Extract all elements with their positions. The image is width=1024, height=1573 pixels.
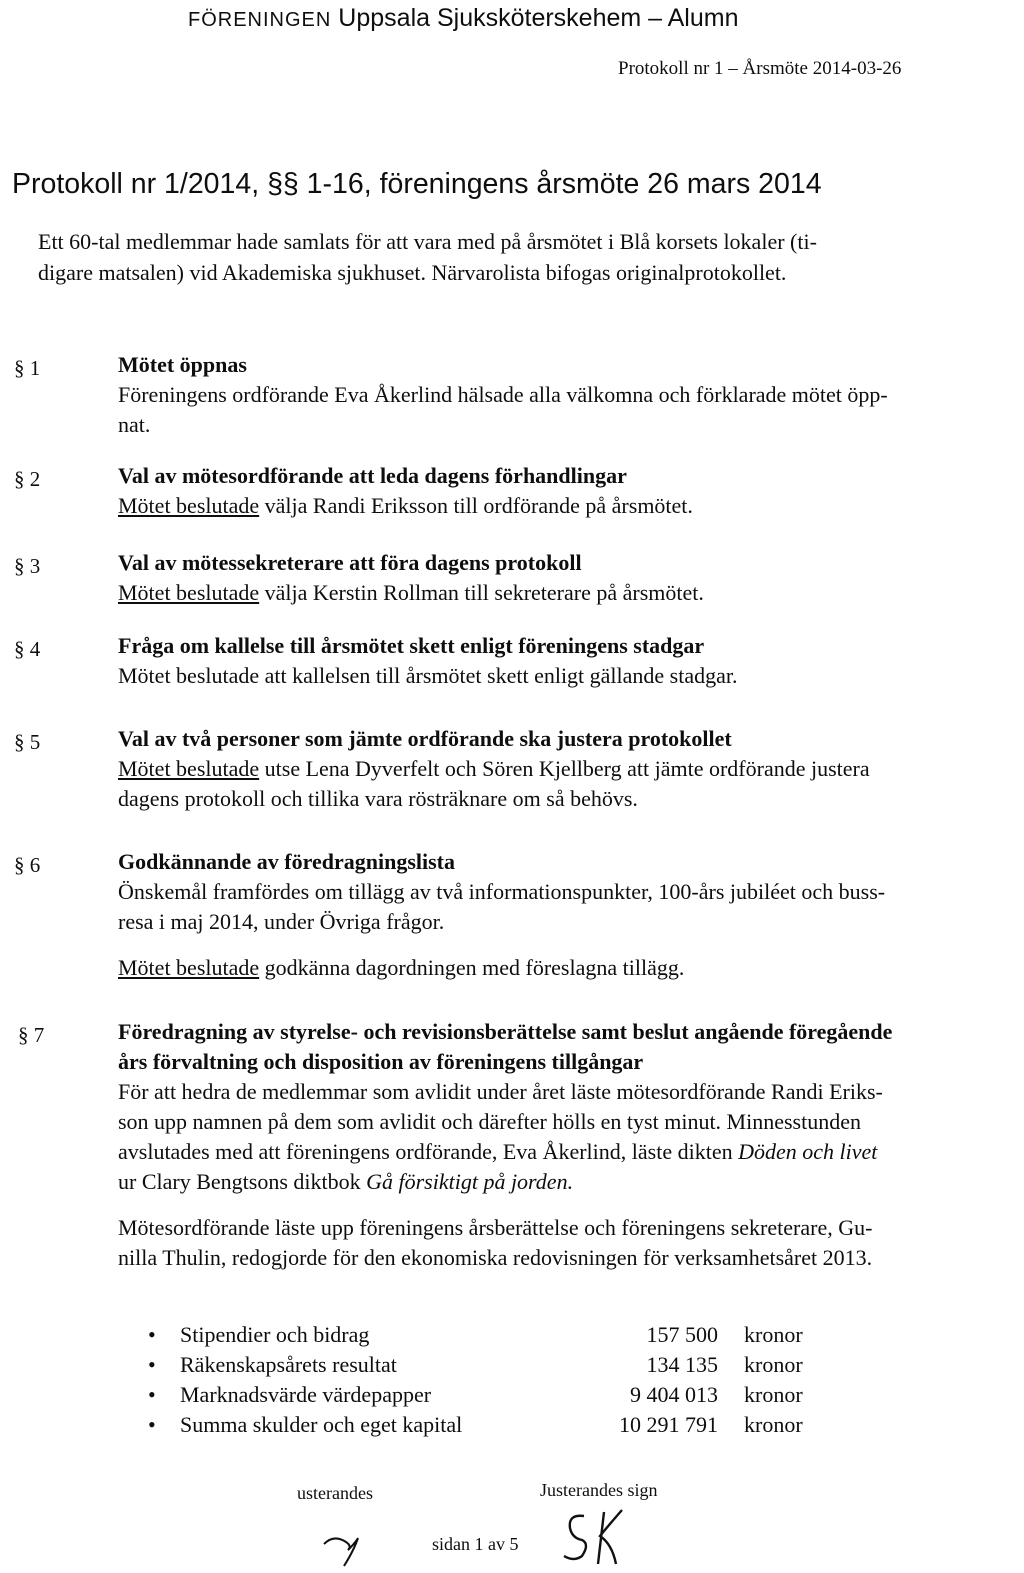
section-heading: Val av mötessekreterare att föra dagens protokoll — [118, 550, 582, 575]
decision-phrase: Mötet beslutade — [118, 756, 260, 781]
org-name: Uppsala Sjuksköterskehem – Alumn — [338, 4, 739, 32]
body-text: Gå försiktigt på jorden. — [366, 1169, 574, 1194]
body-text: välja Kerstin Rollman till sekreterare på årsmötet. — [259, 580, 704, 605]
finance-row — [148, 1410, 848, 1440]
finance-amount: 9 404 013 — [630, 1382, 718, 1407]
org-smallcaps: FÖRENINGEN — [188, 9, 332, 31]
body-text: resa i maj 2014, under Övriga frågor. — [118, 909, 445, 934]
finance-amount: 10 291 791 — [619, 1412, 718, 1437]
section-heading: Fråga om kallelse till årsmötet skett enligt föreningens stadgar — [118, 633, 705, 658]
section-heading: Föredragning av styrelse- och revisionsberättelse samt beslut angående föregående — [118, 1019, 893, 1044]
section-block — [118, 548, 704, 608]
finance-row — [148, 1350, 848, 1380]
section-block — [118, 350, 888, 440]
section-body-line — [118, 1213, 892, 1243]
body-text: välja Randi Eriksson till ordförande på årsmötet. — [259, 493, 693, 518]
finance-row — [148, 1320, 848, 1350]
section-body-line — [118, 410, 888, 440]
decision-phrase: Mötet beslutade — [118, 493, 260, 518]
bullet-icon: • — [148, 1382, 156, 1407]
finance-amount: 157 500 — [646, 1322, 718, 1347]
section-number: § 3 — [14, 554, 41, 578]
section-number: § 6 — [14, 853, 41, 877]
finance-unit: kronor — [744, 1412, 803, 1437]
body-text: Mötet beslutade att kallelsen till årsmötet skett enligt gällande stadgar. — [118, 663, 738, 688]
section-number: § 7 — [18, 1023, 45, 1047]
section-heading: års förvaltning och disposition av föreningens tillgångar — [118, 1049, 644, 1074]
body-text: utse Lena Dyverfelt och Sören Kjellberg att jämte ordförande justera — [259, 756, 870, 781]
section-number: § 5 — [14, 730, 41, 754]
section-body-line — [118, 1243, 892, 1273]
section-heading: Mötet öppnas — [118, 352, 247, 377]
decision-phrase: Mötet beslutade — [118, 955, 260, 980]
section-number: § 1 — [14, 356, 41, 380]
page-title: Protokoll nr 1/2014, §§ 1-16, föreningens årsmöte 26 mars 2014 — [12, 168, 822, 200]
body-text: Föreningens ordförande Eva Åkerlind hälsade alla välkomna och förklarade mötet öpp- — [118, 382, 888, 407]
body-text: Önskemål framfördes om tillägg av två informationspunkter, 100-års jubiléet och buss- — [118, 879, 886, 904]
section-body-line — [118, 907, 885, 937]
section-block — [118, 461, 693, 521]
section-body-line — [118, 937, 885, 953]
body-text: ur Clary Bengtsons diktbok — [118, 1169, 367, 1194]
body-text: son upp namnen på dem som avlidit och därefter hölls en tyst minut. Minnesstunden — [118, 1109, 861, 1134]
finance-label: Summa skulder och eget kapital — [180, 1412, 463, 1437]
finance-label: Stipendier och bidrag — [180, 1322, 370, 1347]
section-heading: Val av två personer som jämte ordförande ska justera protokollet — [118, 726, 732, 751]
signature-right — [560, 1506, 640, 1570]
finance-unit: kronor — [744, 1352, 803, 1377]
section-body-line — [118, 491, 693, 521]
body-text: nat. — [118, 412, 151, 437]
section-number: § 2 — [14, 467, 41, 491]
protocol-reference: Protokoll nr 1 – Årsmöte 2014-03-26 — [618, 58, 902, 79]
body-text: För att hedra de medlemmar som avlidit under året läste mötesordförande Randi Eriks- — [118, 1079, 883, 1104]
section-body-line — [118, 578, 704, 608]
justerandes-label-right: Justerandes sign — [540, 1480, 658, 1500]
section-body-line — [118, 1107, 892, 1137]
section-body-line — [118, 380, 888, 410]
intro-line: digare matsalen) vid Akademiska sjukhuset. Närvarolista bifogas originalprotokollet. — [38, 260, 787, 285]
finance-row — [148, 1380, 848, 1410]
section-body-line — [118, 877, 885, 907]
finance-label: Räkenskapsårets resultat — [180, 1352, 397, 1377]
signature-left — [318, 1520, 368, 1570]
finance-amount: 134 135 — [646, 1352, 718, 1377]
section-block — [118, 847, 885, 983]
bullet-icon: • — [148, 1412, 156, 1437]
body-text: nilla Thulin, redogjorde för den ekonomiska redovisningen för verksamhetsåret 2013. — [118, 1245, 873, 1270]
section-block — [118, 631, 738, 691]
section-body-line — [118, 1197, 892, 1213]
section-block — [118, 724, 870, 814]
body-text: Mötesordförande läste upp föreningens årsberättelse och föreningens sekreterare, Gu- — [118, 1215, 873, 1240]
intro-line: Ett 60-tal medlemmar hade samlats för att vara med på årsmötet i Blå korsets lokaler (ti- — [38, 229, 817, 254]
page-number: sidan 1 av 5 — [432, 1534, 519, 1554]
finance-unit: kronor — [744, 1322, 803, 1347]
decision-phrase: Mötet beslutade — [118, 580, 260, 605]
body-text: Döden och livet — [738, 1139, 878, 1164]
section-heading: Val av mötesordförande att leda dagens förhandlingar — [118, 463, 627, 488]
finance-list — [148, 1320, 848, 1440]
finance-unit: kronor — [744, 1382, 803, 1407]
section-block — [118, 1017, 892, 1273]
section-body-line — [118, 1077, 892, 1107]
section-body-line — [118, 661, 738, 691]
bullet-icon: • — [148, 1352, 156, 1377]
body-text: godkänna dagordningen med föreslagna tillägg. — [259, 955, 685, 980]
justerandes-label-left: usterandes — [297, 1483, 373, 1503]
bullet-icon: • — [148, 1322, 156, 1347]
section-body-line — [118, 784, 870, 814]
body-text: avslutades med att föreningens ordförande, Eva Åkerlind, läste dikten — [118, 1139, 739, 1164]
section-body-line — [118, 953, 885, 983]
finance-label: Marknadsvärde värdepapper — [180, 1382, 432, 1407]
intro-paragraph — [38, 226, 998, 288]
section-body-line — [118, 1167, 892, 1197]
section-number: § 4 — [14, 637, 41, 661]
section-heading: Godkännande av föredragningslista — [118, 849, 456, 874]
body-text: dagens protokoll och tillika vara rösträknare om så behövs. — [118, 786, 638, 811]
section-body-line — [118, 1137, 892, 1167]
organization-header — [188, 4, 739, 33]
section-body-line — [118, 754, 870, 784]
